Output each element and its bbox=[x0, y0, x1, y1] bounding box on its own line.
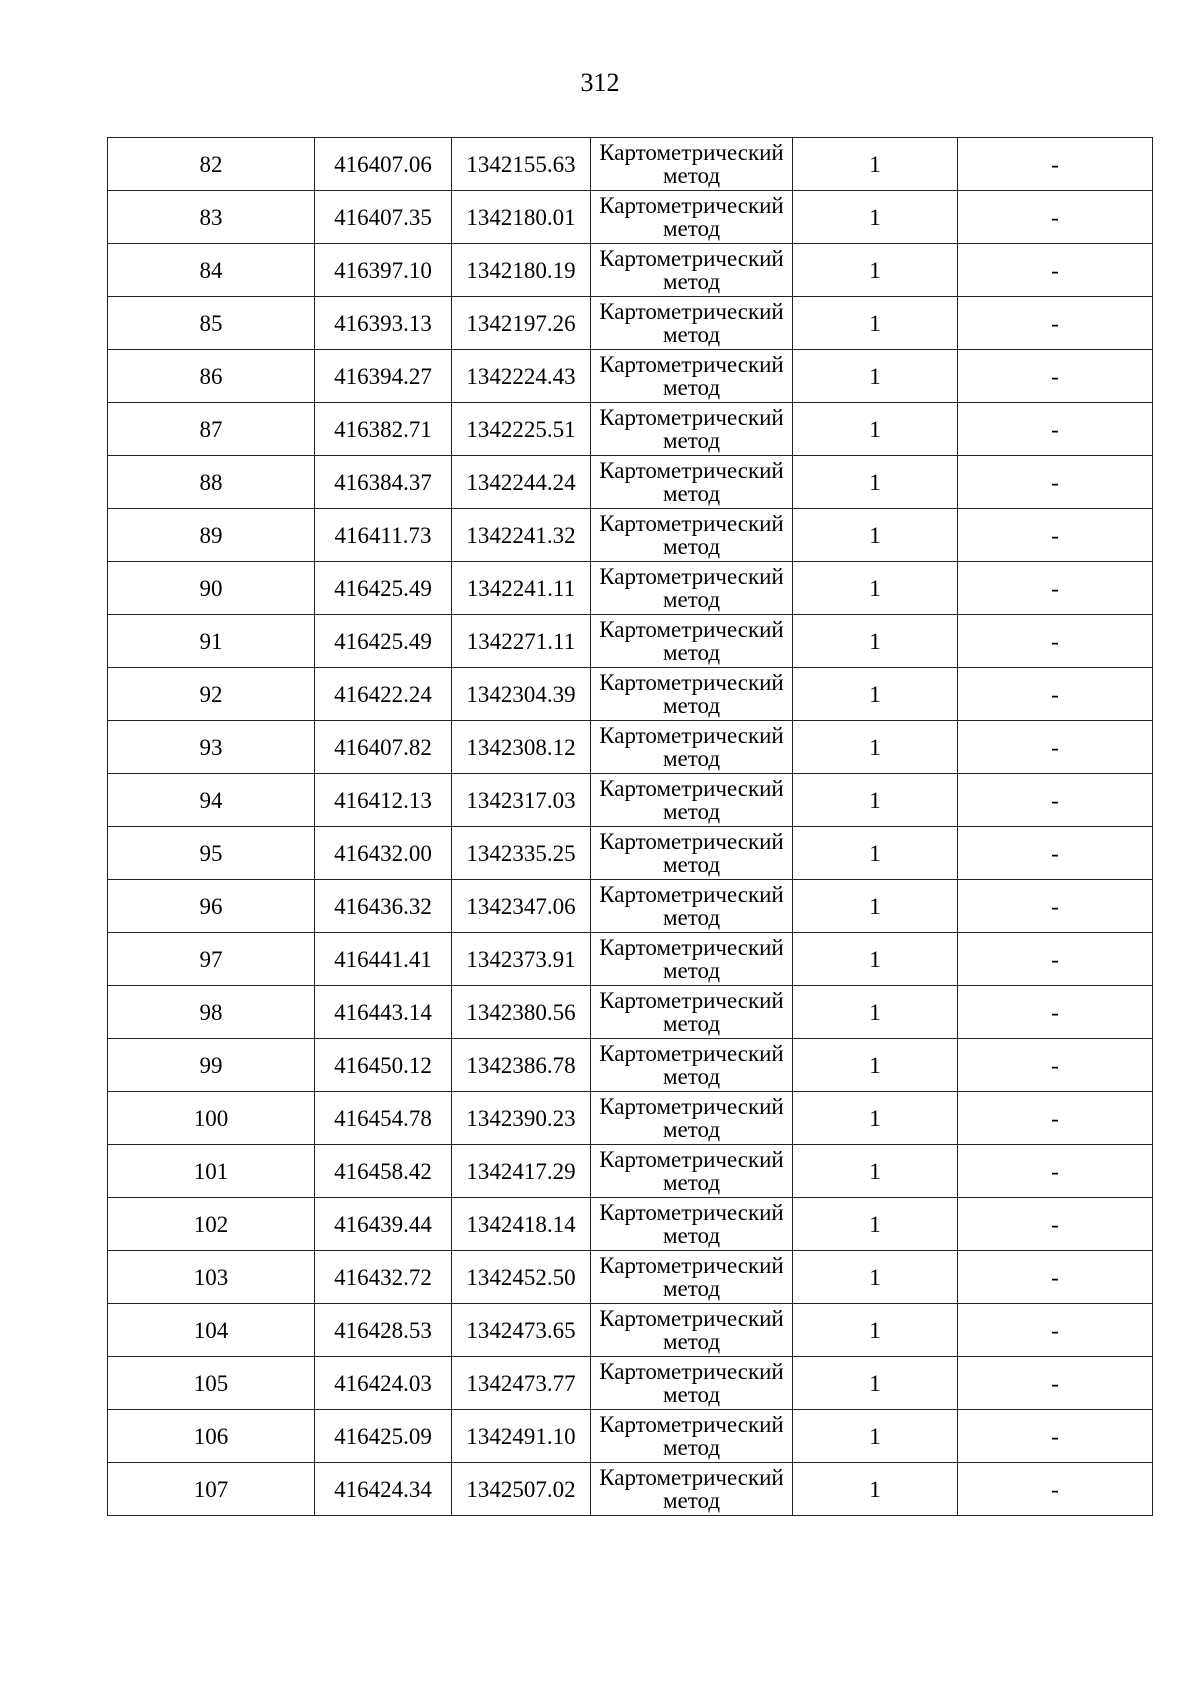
note-cell: - bbox=[958, 986, 1153, 1039]
point-number-cell: 100 bbox=[108, 1092, 315, 1145]
x-coordinate-cell: 416382.71 bbox=[315, 403, 452, 456]
method-cell bbox=[591, 615, 793, 668]
accuracy-cell: 1 bbox=[793, 138, 958, 191]
method-line-1: Картометрический bbox=[599, 458, 784, 483]
method-line-1: Картометрический bbox=[599, 882, 784, 907]
method-line-2: метод bbox=[662, 852, 721, 877]
table-row bbox=[108, 562, 1153, 615]
method-cell bbox=[591, 297, 793, 350]
point-number-cell: 82 bbox=[108, 138, 315, 191]
method-line-1: Картометрический bbox=[599, 193, 784, 218]
method-line-2: метод bbox=[662, 1011, 721, 1036]
accuracy-cell: 1 bbox=[793, 986, 958, 1039]
accuracy-cell: 1 bbox=[793, 615, 958, 668]
y-coordinate-cell: 1342244.24 bbox=[452, 456, 591, 509]
accuracy-cell: 1 bbox=[793, 668, 958, 721]
point-number-cell: 97 bbox=[108, 933, 315, 986]
method-line-1: Картометрический bbox=[599, 776, 784, 801]
x-coordinate-cell: 416425.09 bbox=[315, 1410, 452, 1463]
method-line-2: метод bbox=[662, 534, 721, 559]
x-coordinate-cell: 416432.00 bbox=[315, 827, 452, 880]
method-cell bbox=[591, 1410, 793, 1463]
accuracy-cell: 1 bbox=[793, 244, 958, 297]
method-cell bbox=[591, 1145, 793, 1198]
method-line-2: метод bbox=[662, 640, 721, 665]
method-cell bbox=[591, 1198, 793, 1251]
method-line-2: метод bbox=[662, 375, 721, 400]
table-row bbox=[108, 774, 1153, 827]
x-coordinate-cell: 416432.72 bbox=[315, 1251, 452, 1304]
point-number-cell: 86 bbox=[108, 350, 315, 403]
method-line-1: Картометрический bbox=[599, 1253, 784, 1278]
method-line-2: метод bbox=[662, 693, 721, 718]
method-line-2: метод bbox=[662, 746, 721, 771]
y-coordinate-cell: 1342386.78 bbox=[452, 1039, 591, 1092]
method-line-1: Картометрический bbox=[599, 670, 784, 695]
accuracy-cell: 1 bbox=[793, 191, 958, 244]
point-number-cell: 98 bbox=[108, 986, 315, 1039]
table-row bbox=[108, 827, 1153, 880]
method-cell bbox=[591, 244, 793, 297]
accuracy-cell: 1 bbox=[793, 721, 958, 774]
note-cell: - bbox=[958, 880, 1153, 933]
point-number-cell: 96 bbox=[108, 880, 315, 933]
y-coordinate-cell: 1342197.26 bbox=[452, 297, 591, 350]
note-cell: - bbox=[958, 1039, 1153, 1092]
table-row bbox=[108, 297, 1153, 350]
point-number-cell: 85 bbox=[108, 297, 315, 350]
method-cell bbox=[591, 1251, 793, 1304]
table-row bbox=[108, 1357, 1153, 1410]
point-number-cell: 106 bbox=[108, 1410, 315, 1463]
method-line-2: метод bbox=[662, 1223, 721, 1248]
point-number-cell: 104 bbox=[108, 1304, 315, 1357]
table-row bbox=[108, 668, 1153, 721]
y-coordinate-cell: 1342473.77 bbox=[452, 1357, 591, 1410]
x-coordinate-cell: 416407.82 bbox=[315, 721, 452, 774]
note-cell: - bbox=[958, 1357, 1153, 1410]
note-cell: - bbox=[958, 1145, 1153, 1198]
accuracy-cell: 1 bbox=[793, 1039, 958, 1092]
accuracy-cell: 1 bbox=[793, 774, 958, 827]
accuracy-cell: 1 bbox=[793, 403, 958, 456]
point-number-cell: 92 bbox=[108, 668, 315, 721]
y-coordinate-cell: 1342241.32 bbox=[452, 509, 591, 562]
y-coordinate-cell: 1342373.91 bbox=[452, 933, 591, 986]
note-cell: - bbox=[958, 509, 1153, 562]
note-cell: - bbox=[958, 668, 1153, 721]
method-cell bbox=[591, 774, 793, 827]
x-coordinate-cell: 416425.49 bbox=[315, 615, 452, 668]
point-number-cell: 88 bbox=[108, 456, 315, 509]
note-cell: - bbox=[958, 774, 1153, 827]
x-coordinate-cell: 416450.12 bbox=[315, 1039, 452, 1092]
table-row bbox=[108, 350, 1153, 403]
method-cell bbox=[591, 827, 793, 880]
y-coordinate-cell: 1342180.19 bbox=[452, 244, 591, 297]
table-row bbox=[108, 615, 1153, 668]
method-line-2: метод bbox=[662, 1064, 721, 1089]
note-cell: - bbox=[958, 615, 1153, 668]
page-number: 312 bbox=[580, 68, 620, 97]
method-line-2: метод bbox=[662, 958, 721, 983]
point-number-cell: 101 bbox=[108, 1145, 315, 1198]
method-line-2: метод bbox=[662, 428, 721, 453]
table-row bbox=[108, 191, 1153, 244]
table-row bbox=[108, 1092, 1153, 1145]
point-number-cell: 91 bbox=[108, 615, 315, 668]
table-row bbox=[108, 933, 1153, 986]
x-coordinate-cell: 416397.10 bbox=[315, 244, 452, 297]
method-line-1: Картометрический bbox=[599, 511, 784, 536]
accuracy-cell: 1 bbox=[793, 456, 958, 509]
method-line-2: метод bbox=[662, 1488, 721, 1513]
method-line-1: Картометрический bbox=[599, 829, 784, 854]
method-cell bbox=[591, 1357, 793, 1410]
y-coordinate-cell: 1342473.65 bbox=[452, 1304, 591, 1357]
method-line-2: метод bbox=[662, 481, 721, 506]
y-coordinate-cell: 1342507.02 bbox=[452, 1463, 591, 1516]
method-cell bbox=[591, 880, 793, 933]
method-line-1: Картометрический bbox=[599, 723, 784, 748]
method-line-1: Картометрический bbox=[599, 1465, 784, 1490]
method-line-1: Картометрический bbox=[599, 935, 784, 960]
method-line-2: метод bbox=[662, 1117, 721, 1142]
note-cell: - bbox=[958, 350, 1153, 403]
x-coordinate-cell: 416411.73 bbox=[315, 509, 452, 562]
y-coordinate-cell: 1342241.11 bbox=[452, 562, 591, 615]
note-cell: - bbox=[958, 297, 1153, 350]
method-line-2: метод bbox=[662, 799, 721, 824]
y-coordinate-cell: 1342418.14 bbox=[452, 1198, 591, 1251]
x-coordinate-cell: 416384.37 bbox=[315, 456, 452, 509]
point-number-cell: 99 bbox=[108, 1039, 315, 1092]
accuracy-cell: 1 bbox=[793, 880, 958, 933]
method-cell bbox=[591, 509, 793, 562]
method-line-2: метод bbox=[662, 905, 721, 930]
method-line-1: Картометрический bbox=[599, 299, 784, 324]
point-number-cell: 87 bbox=[108, 403, 315, 456]
note-cell: - bbox=[958, 191, 1153, 244]
y-coordinate-cell: 1342180.01 bbox=[452, 191, 591, 244]
x-coordinate-cell: 416407.06 bbox=[315, 138, 452, 191]
method-line-1: Картометрический bbox=[599, 1412, 784, 1437]
note-cell: - bbox=[958, 403, 1153, 456]
accuracy-cell: 1 bbox=[793, 1145, 958, 1198]
note-cell: - bbox=[958, 244, 1153, 297]
method-cell bbox=[591, 562, 793, 615]
point-number-cell: 90 bbox=[108, 562, 315, 615]
note-cell: - bbox=[958, 721, 1153, 774]
table-row bbox=[108, 1304, 1153, 1357]
accuracy-cell: 1 bbox=[793, 1092, 958, 1145]
method-line-2: метод bbox=[662, 1382, 721, 1407]
x-coordinate-cell: 416412.13 bbox=[315, 774, 452, 827]
y-coordinate-cell: 1342225.51 bbox=[452, 403, 591, 456]
coordinates-table bbox=[107, 137, 1153, 1516]
method-line-2: метод bbox=[662, 1435, 721, 1460]
table-row bbox=[108, 1463, 1153, 1516]
table-row bbox=[108, 509, 1153, 562]
table-row bbox=[108, 1039, 1153, 1092]
accuracy-cell: 1 bbox=[793, 562, 958, 615]
point-number-cell: 107 bbox=[108, 1463, 315, 1516]
table-row bbox=[108, 1410, 1153, 1463]
accuracy-cell: 1 bbox=[793, 350, 958, 403]
method-cell bbox=[591, 1039, 793, 1092]
point-number-cell: 93 bbox=[108, 721, 315, 774]
y-coordinate-cell: 1342317.03 bbox=[452, 774, 591, 827]
accuracy-cell: 1 bbox=[793, 297, 958, 350]
coordinates-table-body bbox=[108, 138, 1153, 1516]
x-coordinate-cell: 416407.35 bbox=[315, 191, 452, 244]
note-cell: - bbox=[958, 933, 1153, 986]
x-coordinate-cell: 416428.53 bbox=[315, 1304, 452, 1357]
point-number-cell: 83 bbox=[108, 191, 315, 244]
point-number-cell: 102 bbox=[108, 1198, 315, 1251]
method-cell bbox=[591, 986, 793, 1039]
point-number-cell: 105 bbox=[108, 1357, 315, 1410]
method-cell bbox=[591, 1304, 793, 1357]
accuracy-cell: 1 bbox=[793, 1304, 958, 1357]
method-line-1: Картометрический bbox=[599, 246, 784, 271]
table-row bbox=[108, 403, 1153, 456]
point-number-cell: 95 bbox=[108, 827, 315, 880]
method-line-1: Картометрический bbox=[599, 564, 784, 589]
method-line-1: Картометрический bbox=[599, 1359, 784, 1384]
accuracy-cell: 1 bbox=[793, 933, 958, 986]
x-coordinate-cell: 416439.44 bbox=[315, 1198, 452, 1251]
x-coordinate-cell: 416393.13 bbox=[315, 297, 452, 350]
table-row bbox=[108, 986, 1153, 1039]
y-coordinate-cell: 1342390.23 bbox=[452, 1092, 591, 1145]
method-line-2: метод bbox=[662, 216, 721, 241]
y-coordinate-cell: 1342417.29 bbox=[452, 1145, 591, 1198]
x-coordinate-cell: 416443.14 bbox=[315, 986, 452, 1039]
method-cell bbox=[591, 456, 793, 509]
table-row bbox=[108, 456, 1153, 509]
y-coordinate-cell: 1342304.39 bbox=[452, 668, 591, 721]
y-coordinate-cell: 1342335.25 bbox=[452, 827, 591, 880]
accuracy-cell: 1 bbox=[793, 1251, 958, 1304]
method-cell bbox=[591, 191, 793, 244]
method-line-1: Картометрический bbox=[599, 405, 784, 430]
x-coordinate-cell: 416425.49 bbox=[315, 562, 452, 615]
note-cell: - bbox=[958, 562, 1153, 615]
method-line-2: метод bbox=[662, 1276, 721, 1301]
x-coordinate-cell: 416441.41 bbox=[315, 933, 452, 986]
method-line-1: Картометрический bbox=[599, 1306, 784, 1331]
accuracy-cell: 1 bbox=[793, 827, 958, 880]
method-cell bbox=[591, 403, 793, 456]
point-number-cell: 89 bbox=[108, 509, 315, 562]
method-cell bbox=[591, 668, 793, 721]
method-line-1: Картометрический bbox=[599, 617, 784, 642]
y-coordinate-cell: 1342308.12 bbox=[452, 721, 591, 774]
y-coordinate-cell: 1342155.63 bbox=[452, 138, 591, 191]
method-line-1: Картометрический bbox=[599, 1147, 784, 1172]
y-coordinate-cell: 1342380.56 bbox=[452, 986, 591, 1039]
method-line-1: Картометрический bbox=[599, 988, 784, 1013]
method-cell bbox=[591, 138, 793, 191]
table-row bbox=[108, 1145, 1153, 1198]
table-row bbox=[108, 244, 1153, 297]
y-coordinate-cell: 1342271.11 bbox=[452, 615, 591, 668]
table-row bbox=[108, 1251, 1153, 1304]
note-cell: - bbox=[958, 1198, 1153, 1251]
method-line-2: метод bbox=[662, 322, 721, 347]
table-row bbox=[108, 1198, 1153, 1251]
method-line-2: метод bbox=[662, 163, 721, 188]
note-cell: - bbox=[958, 827, 1153, 880]
method-line-1: Картометрический bbox=[599, 1094, 784, 1119]
method-line-1: Картометрический bbox=[599, 140, 784, 165]
y-coordinate-cell: 1342347.06 bbox=[452, 880, 591, 933]
method-line-2: метод bbox=[662, 1329, 721, 1354]
method-line-2: метод bbox=[662, 269, 721, 294]
note-cell: - bbox=[958, 138, 1153, 191]
method-cell bbox=[591, 721, 793, 774]
method-cell bbox=[591, 1463, 793, 1516]
note-cell: - bbox=[958, 456, 1153, 509]
y-coordinate-cell: 1342452.50 bbox=[452, 1251, 591, 1304]
method-line-1: Картометрический bbox=[599, 352, 784, 377]
method-cell bbox=[591, 933, 793, 986]
method-line-1: Картометрический bbox=[599, 1041, 784, 1066]
method-line-2: метод bbox=[662, 587, 721, 612]
note-cell: - bbox=[958, 1251, 1153, 1304]
table-row bbox=[108, 721, 1153, 774]
accuracy-cell: 1 bbox=[793, 1463, 958, 1516]
note-cell: - bbox=[958, 1304, 1153, 1357]
x-coordinate-cell: 416422.24 bbox=[315, 668, 452, 721]
method-cell bbox=[591, 350, 793, 403]
accuracy-cell: 1 bbox=[793, 1410, 958, 1463]
note-cell: - bbox=[958, 1092, 1153, 1145]
y-coordinate-cell: 1342491.10 bbox=[452, 1410, 591, 1463]
point-number-cell: 94 bbox=[108, 774, 315, 827]
accuracy-cell: 1 bbox=[793, 509, 958, 562]
x-coordinate-cell: 416458.42 bbox=[315, 1145, 452, 1198]
x-coordinate-cell: 416436.32 bbox=[315, 880, 452, 933]
x-coordinate-cell: 416394.27 bbox=[315, 350, 452, 403]
note-cell: - bbox=[958, 1463, 1153, 1516]
note-cell: - bbox=[958, 1410, 1153, 1463]
table-row bbox=[108, 138, 1153, 191]
point-number-cell: 84 bbox=[108, 244, 315, 297]
method-cell bbox=[591, 1092, 793, 1145]
point-number-cell: 103 bbox=[108, 1251, 315, 1304]
accuracy-cell: 1 bbox=[793, 1198, 958, 1251]
method-line-1: Картометрический bbox=[599, 1200, 784, 1225]
method-line-2: метод bbox=[662, 1170, 721, 1195]
table-row bbox=[108, 880, 1153, 933]
x-coordinate-cell: 416454.78 bbox=[315, 1092, 452, 1145]
accuracy-cell: 1 bbox=[793, 1357, 958, 1410]
x-coordinate-cell: 416424.03 bbox=[315, 1357, 452, 1410]
x-coordinate-cell: 416424.34 bbox=[315, 1463, 452, 1516]
y-coordinate-cell: 1342224.43 bbox=[452, 350, 591, 403]
